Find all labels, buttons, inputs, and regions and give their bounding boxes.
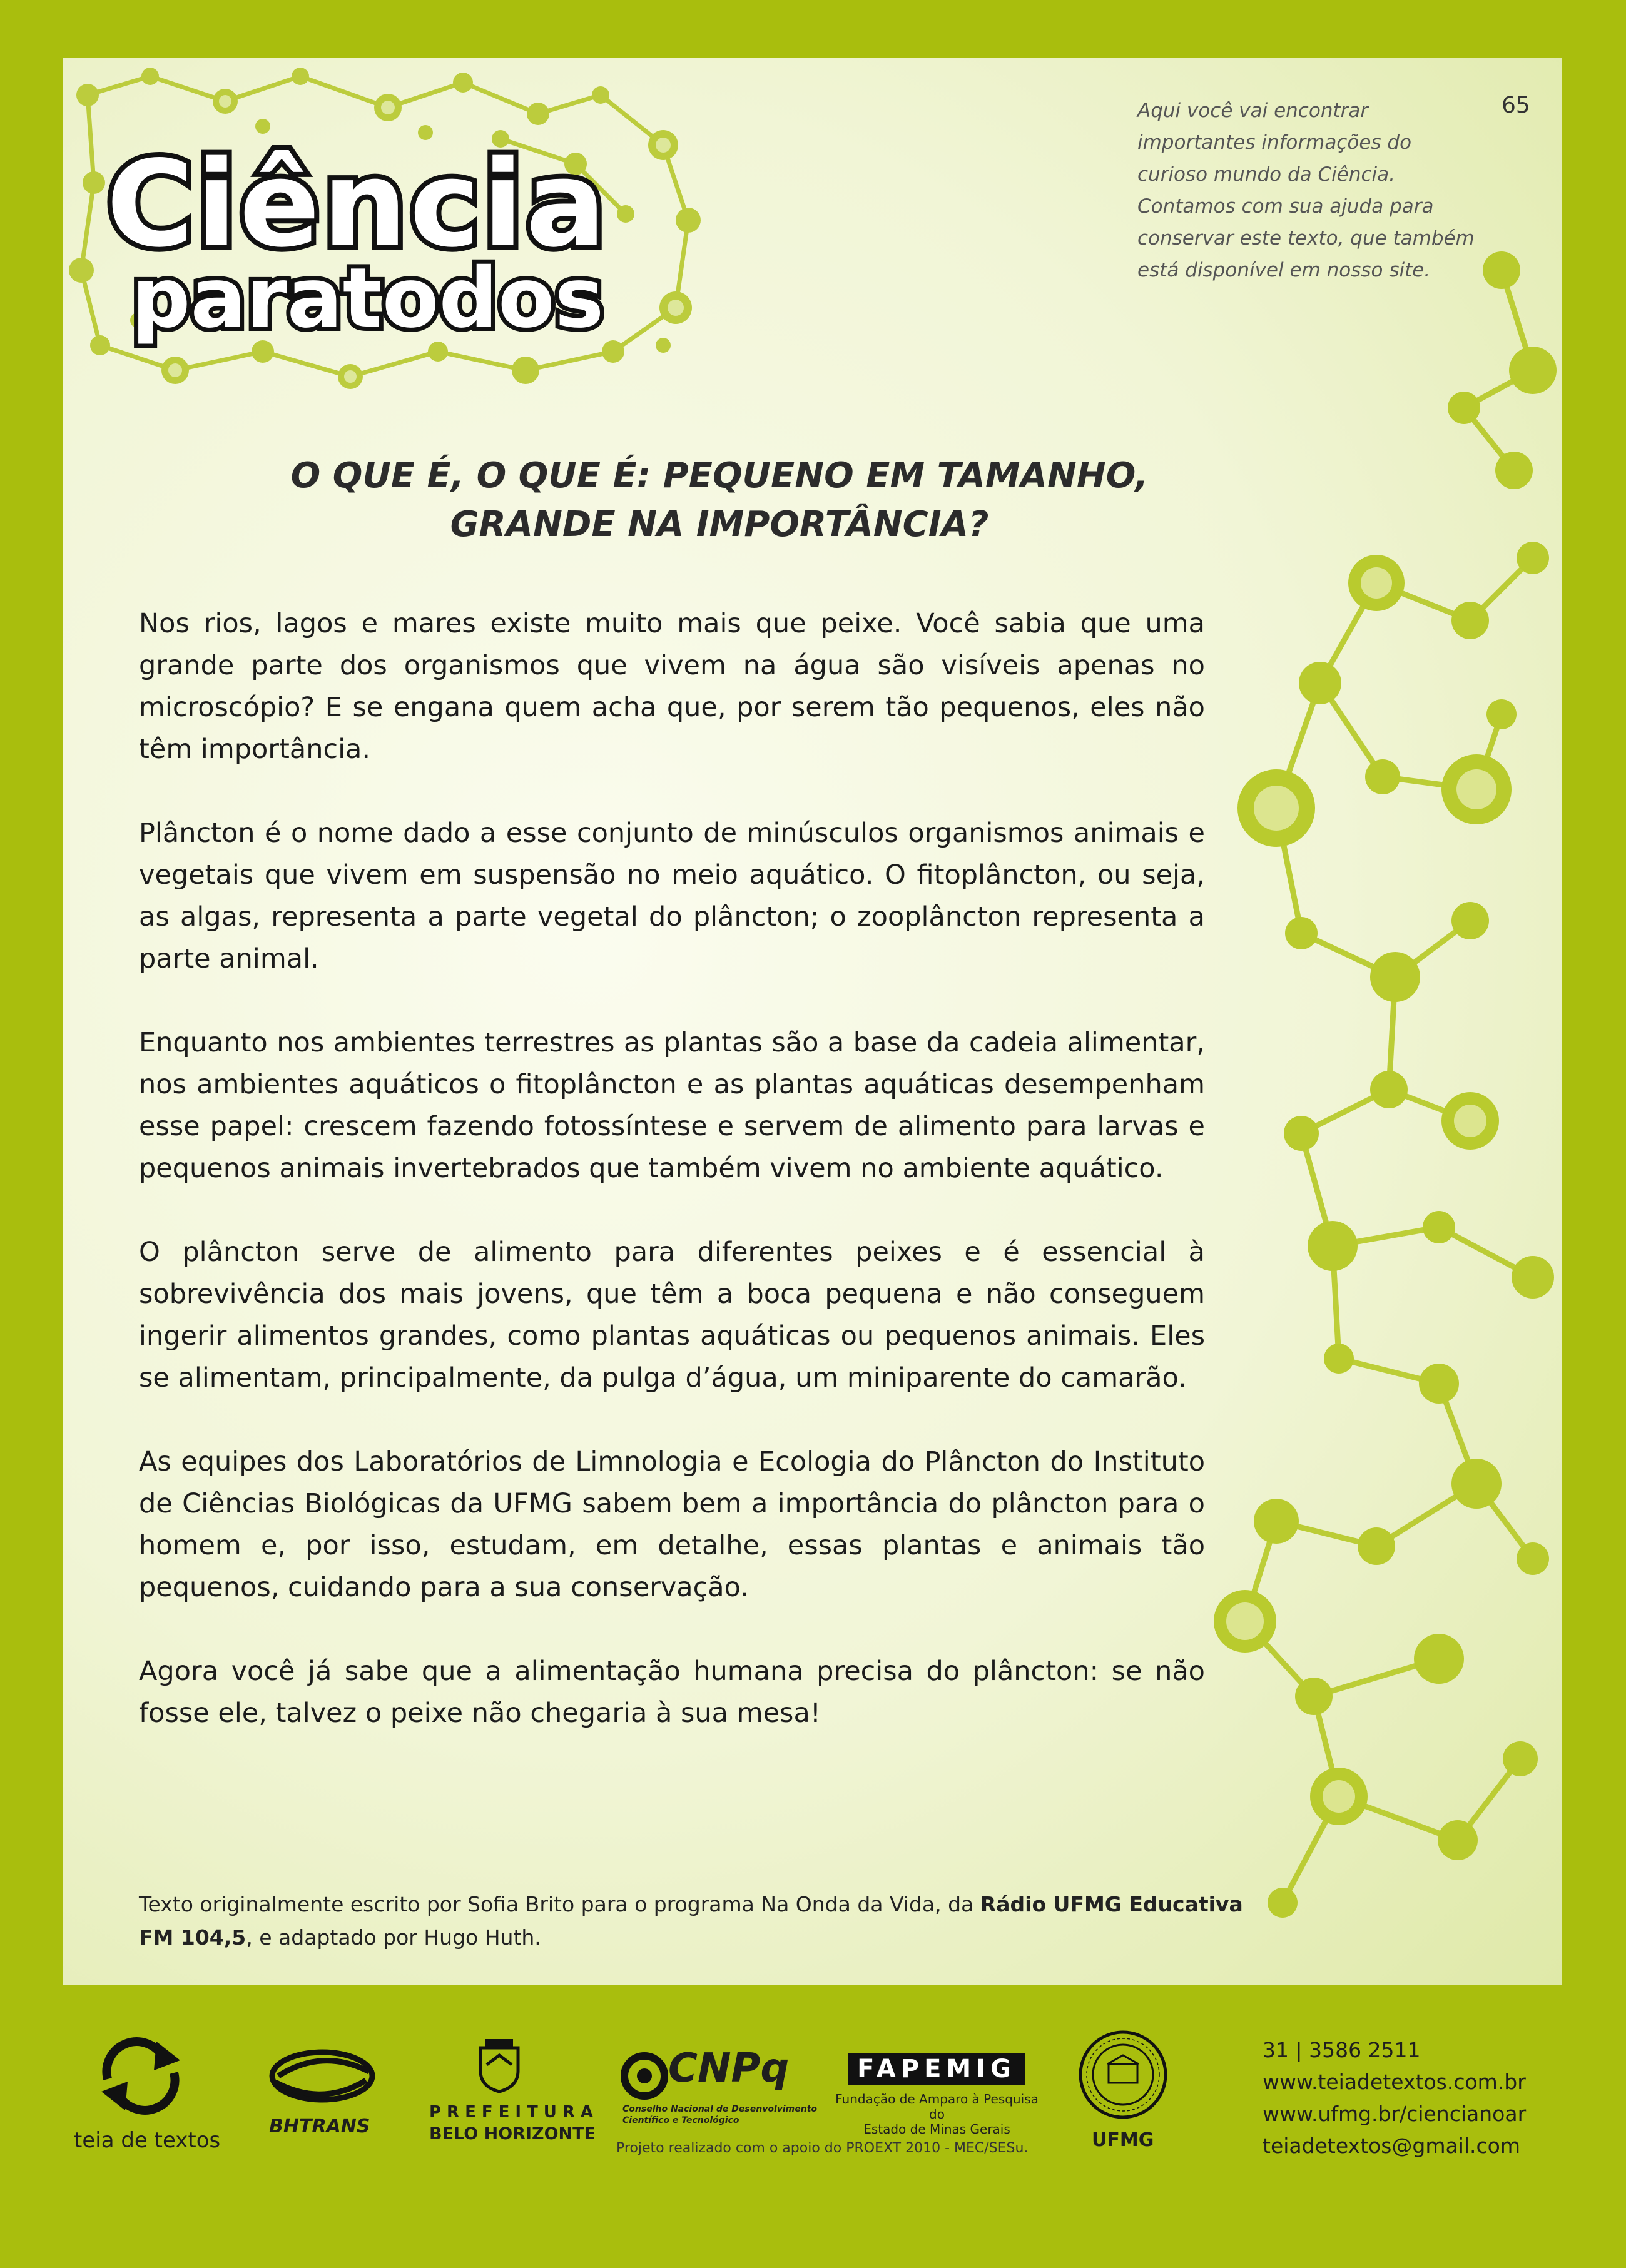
credit-text: , e adaptado por Hugo Huth. [246, 1925, 541, 1950]
note-line: está disponível em nosso site. [1137, 259, 1431, 281]
credit-radio-name: Rádio UFMG Educativa FM 104,5 [139, 1892, 1243, 1950]
teia-de-textos-logo-icon [94, 2035, 188, 2117]
credit-text: Texto originalmente escrito por Sofia Brito para o programa Na Onda da Vida, da [139, 1892, 980, 1916]
paragraph: As equipes dos Laboratórios de Limnologia e Ecologia do Plâncton do Instituto de Ciências Biológicas da UFMG sabem bem a importância do plâncton para o homem e, por isso, estudam, em detalhe, essas plantas e animais tão pequenos, cuidando para a sua conservação. [139, 1446, 1205, 1603]
prefeitura-label: PREFEITURA [429, 2103, 599, 2122]
cnpq-logo-icon [616, 2048, 673, 2104]
paragraph: Agora você já sabe que a alimentação humana precisa do plâncton: se não fosse ele, talvez o peixe não chegaria à sua mesa! [139, 1656, 1205, 1729]
paragraph: O plâncton serve de alimento para diferentes peixes e é essencial à sobrevivência dos mais jovens, que têm a boca pequena e não conseguem ingerir alimentos grandes, como plantas aquáticas ou pequenos animais. Eles se alimentam, principalmente, da pulga d’água, um miniparente do camarão. [139, 1237, 1205, 1394]
cnpq-label: CNPq [668, 2045, 790, 2092]
ciencia-para-todos-logo [63, 58, 726, 408]
contact-website-teia[interactable]: www.teiadetextos.com.br [1263, 2070, 1526, 2094]
teia-de-textos-label: teia de textos [74, 2128, 221, 2153]
contact-info [1263, 2034, 1526, 2162]
paragraph: Plâncton é o nome dado a esse conjunto de minúsculos organismos animais e vegetais que vivem em suspensão no meio aquático. O fitoplâncton, ou seja, as algas, representa a parte vegetal do plâncton; o zooplâncton representa a parte animal. [139, 818, 1205, 975]
fapemig-subtitle-line: Estado de Minas Gerais [863, 2122, 1010, 2137]
cnpq-subtitle: Conselho Nacional de Desenvolvimento [622, 2104, 818, 2114]
bhtrans-label: BHTRANS [269, 2115, 370, 2137]
cnpq-subtitle: Científico e Tecnológico [622, 2115, 739, 2125]
fapemig-subtitle-line: Fundação de Amparo à Pesquisa do [835, 2092, 1039, 2122]
ufmg-label: UFMG [1092, 2129, 1154, 2151]
contact-email[interactable]: teiadetextos@gmail.com [1263, 2134, 1521, 2158]
content-panel [63, 58, 1562, 1985]
proext-note: Projeto realizado com o apoio do PROEXT 2010 - MEC/SESu. [616, 2140, 1029, 2156]
logo-title-paratodos: paratodos [131, 250, 604, 347]
page-number: 65 [1502, 93, 1530, 118]
article-credit [139, 1888, 1265, 1954]
prefeitura-coat-of-arms-icon [474, 2037, 524, 2093]
contact-website-ufmg[interactable]: www.ufmg.br/ciencianoar [1263, 2102, 1527, 2126]
article-body [139, 603, 1205, 1776]
belo-horizonte-label: BELO HORIZONTE [429, 2124, 596, 2144]
logo-title-ciencia: Ciência [106, 135, 609, 273]
fapemig-logo: FAPEMIG [848, 2053, 1025, 2085]
bhtrans-logo-icon [266, 2042, 379, 2110]
note-line: Aqui você vai encontrar [1137, 99, 1369, 122]
note-line: conservar este texto, que também [1137, 227, 1475, 250]
note-line: Contamos com sua ajuda para [1137, 195, 1434, 218]
note-line: curioso mundo da Ciência. [1137, 163, 1395, 186]
header-note [1137, 95, 1488, 286]
title-line: GRANDE NA IMPORTÂNCIA? [450, 504, 989, 545]
note-line: importantes informações do [1137, 131, 1412, 154]
fapemig-subtitle [829, 2092, 1045, 2137]
ufmg-seal-icon [1076, 2028, 1170, 2122]
paragraph: Enquanto nos ambientes terrestres as plantas são a base da cadeia alimentar, nos ambientes aquáticos o fitoplâncton e as plantas aquáticas desempenham esse papel: crescem fazendo fotossíntese e servem de alimento para larvas e pequenos animais invertebrados que também vivem no ambiente aquático. [139, 1027, 1205, 1184]
article-title [163, 452, 1276, 549]
paragraph: Nos rios, lagos e mares existe muito mais que peixe. Você sabia que uma grande parte dos organismos que vivem na água são visíveis apenas no microscópio? E se engana quem acha que, por serem tão pequenos, eles não têm importância. [139, 608, 1205, 765]
contact-phone: 31 | 3586 2511 [1263, 2038, 1421, 2062]
title-line: O QUE É, O QUE É: PEQUENO EM TAMANHO, [290, 455, 1149, 496]
